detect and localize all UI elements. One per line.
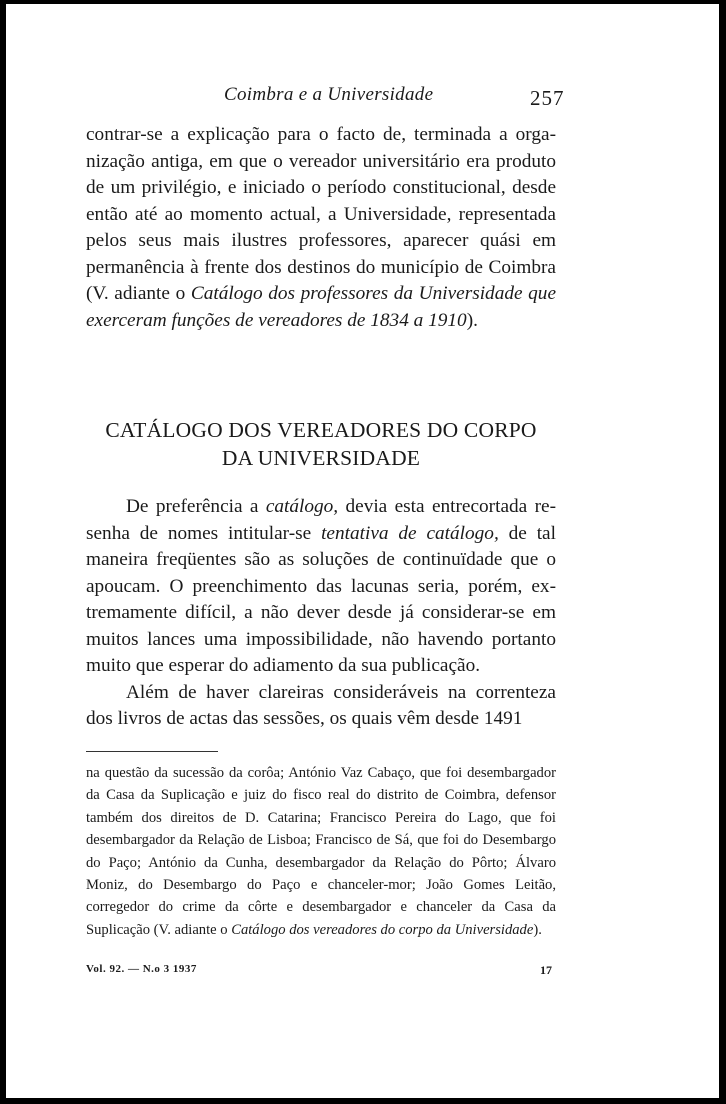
section-heading-line-2: DA UNIVERSIDADE — [221, 446, 421, 470]
running-title: Coimbra e a Universidade — [224, 84, 434, 105]
footer-issue-line: Vol. 92. — N.o 3 1937 — [86, 963, 197, 975]
footnote-italic-reference: Catálogo dos vereadores do corpo da Universidade — [231, 921, 534, 938]
section-body — [86, 494, 556, 733]
page-number: 257 — [530, 86, 565, 110]
footnote-text: na questão da sucessão da corôa; António Vaz Cabaço, que foi desembargador da Casa da Suplicação e juiz do fisco real do distrito de Coimbra, defensor também dos direitos de D. Catarina; Francisco Pereira do Lago, que foi desembargador da Relação de Lisboa; Francisco de Sá, que foi do Desembargo do Paço; António da Cunha, desembargador da Relação do Pôrto; Álvaro Moniz, do Desembargo do Paço e chanceler-mor; João Gomes Leitão, corregedor do crime da côrte e desembargador e chanceler da Casa da Suplicação (V. adiante o — [86, 765, 556, 938]
paragraph-2: Além de haver clareiras consideráveis na correnteza dos livros de actas das sessões, os quais vêm desde 1491 — [86, 681, 556, 729]
book-page — [6, 4, 719, 1098]
intro-paragraph-block — [86, 122, 556, 334]
intro-text-end: ). — [466, 309, 478, 331]
paragraph-1-italic-1: catálogo, — [265, 496, 339, 517]
section-heading — [86, 416, 556, 472]
footnote — [86, 762, 556, 941]
footer-signature-mark: 17 — [540, 963, 552, 977]
intro-paragraph — [86, 122, 556, 334]
section-heading-line-1: CATÁLOGO DOS VEREADORES DO CORPO — [105, 418, 537, 442]
paragraph-1-part-1: De preferência a — [126, 496, 266, 517]
paragraph-1-part-2: devia esta entrecortada resenha de nomes intitular-se — [86, 496, 556, 544]
paragraph-1-italic-2: tentativa de catálogo, — [321, 522, 499, 544]
paragraph-1 — [86, 494, 556, 680]
intro-italic-reference: Catálogo dos professores da Universidade que exerceram funções de vereadores de 1834 a 1910 — [86, 283, 556, 331]
page-header — [6, 84, 719, 114]
footnote-text-end: ). — [533, 921, 542, 938]
paragraph-1-part-3: de tal maneira freqüentes são as soluções de continuïdade que o apoucam. O preenchimento das lacunas seria, porém, extremamente difícil, a não dever desde já considerar-se em muitos lances uma impossibilidade, não havendo portanto muito que esperar do adiamento da sua publicação. — [86, 522, 556, 676]
intro-text: contrar-se a explicação para o facto de, terminada a organização antiga, em que o vereador universitário era produto de um privilégio, e iniciado o período constitucional, desde então até ao momento actual, a Universidade, representada pelos seus mais ilustres professores, aparecer quási em permanência à frente dos destinos do município de Coimbra (V. adiante o — [86, 124, 556, 304]
footnote-divider — [86, 751, 218, 752]
